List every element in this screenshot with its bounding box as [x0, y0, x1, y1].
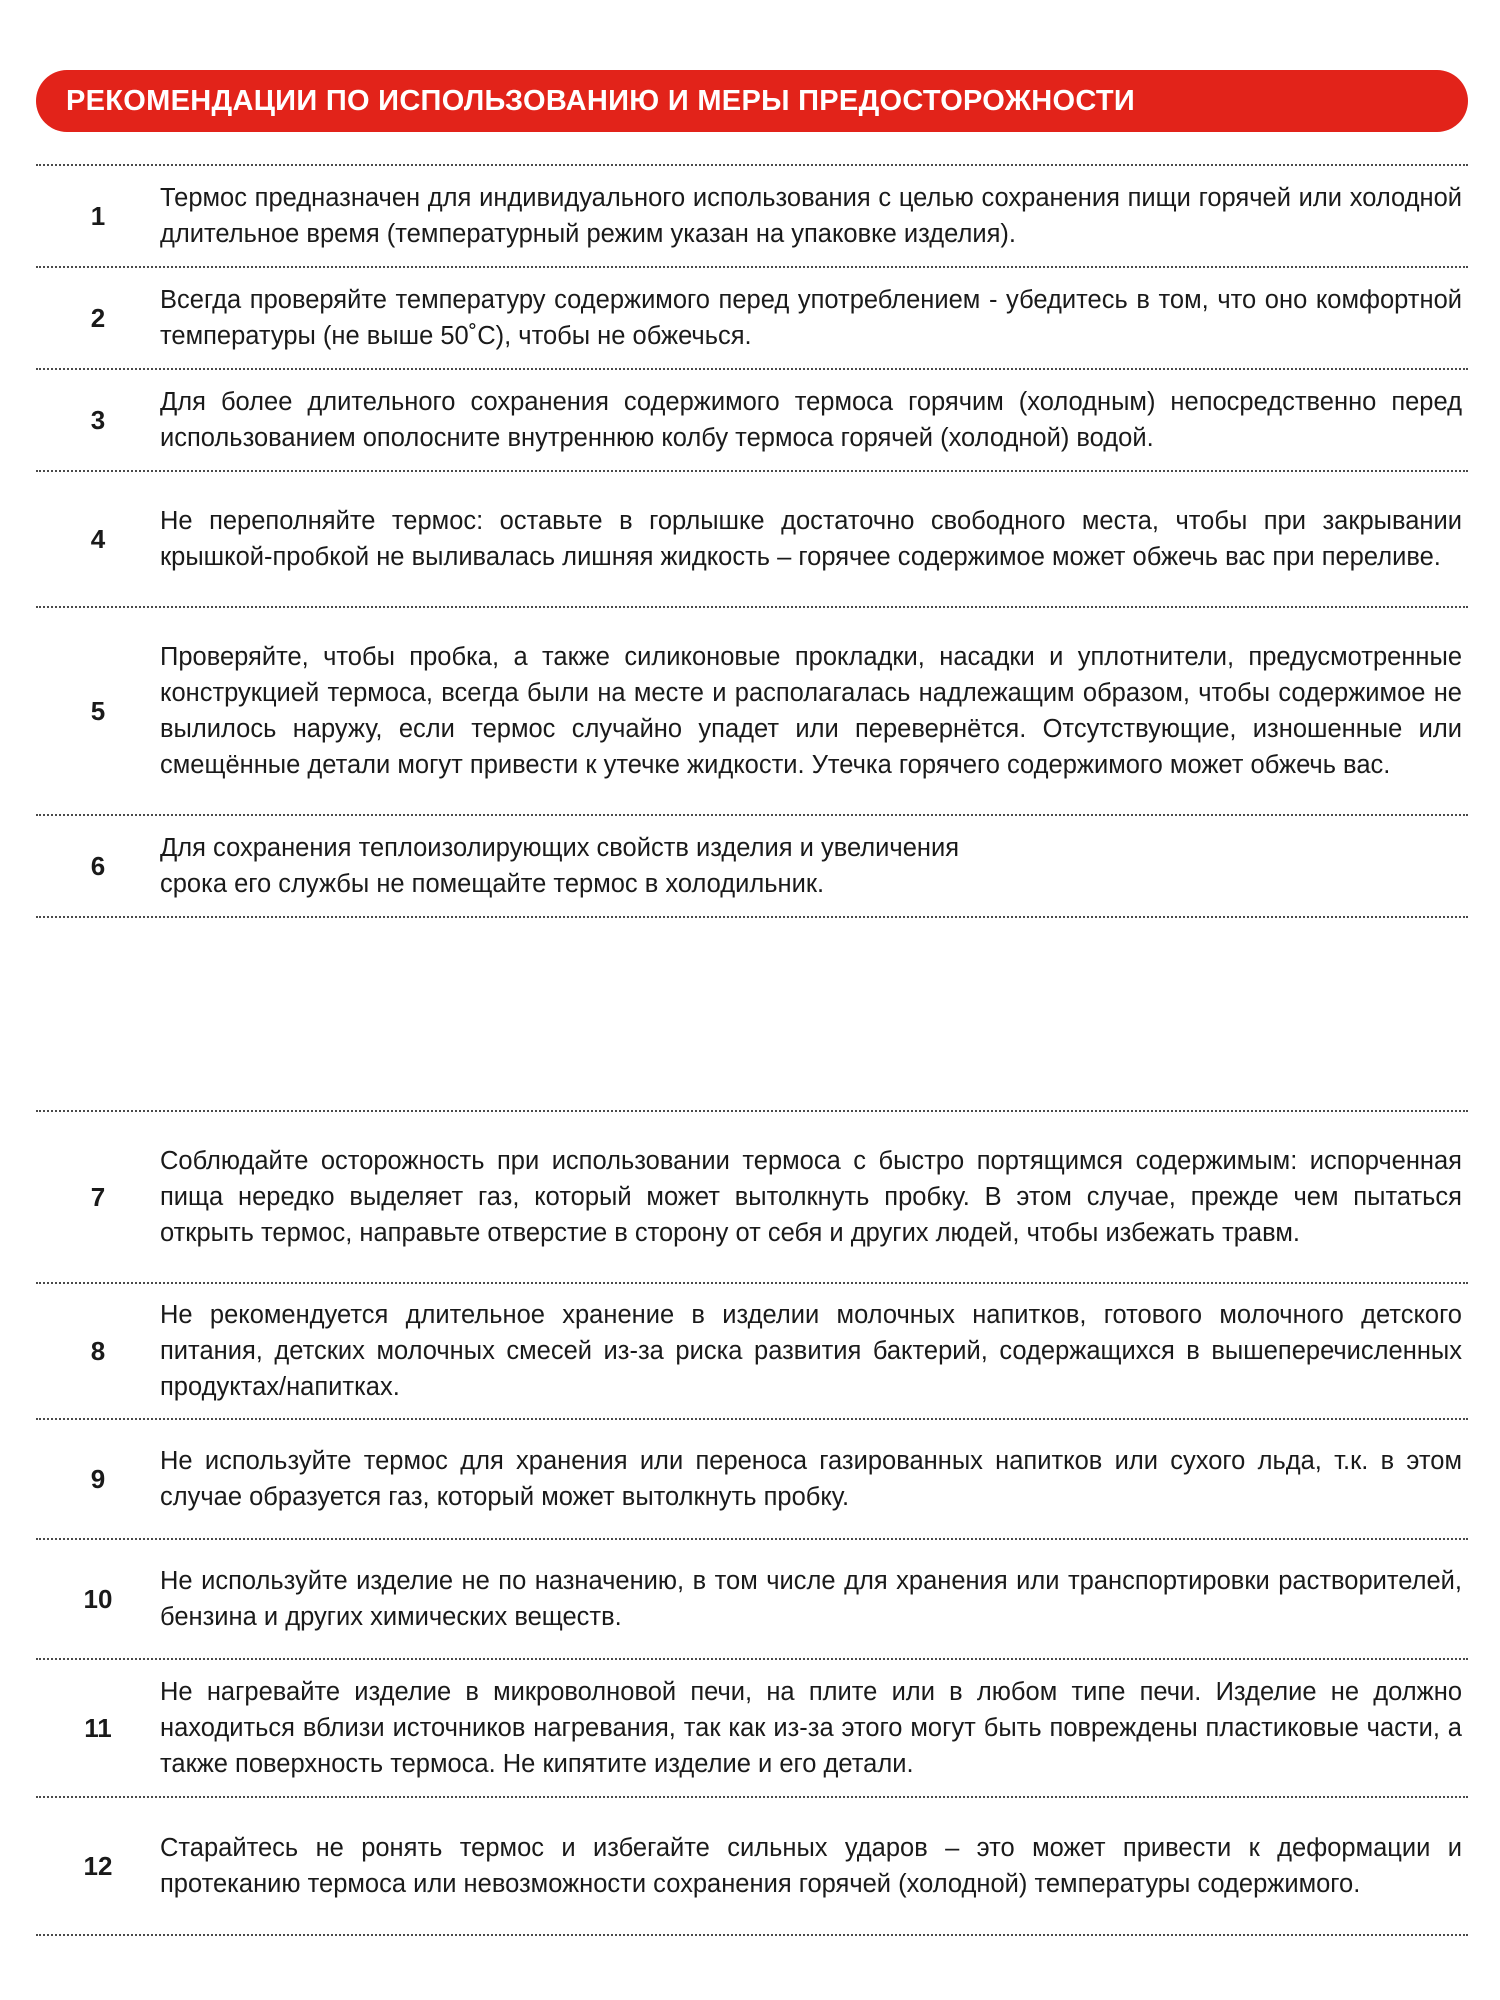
recommendations-list-part-2: [36, 1110, 1468, 1936]
item-text: Для более длительного сохранения содержимого термоса горячим (холодным) непосредственно перед использованием ополосните внутреннюю колбу термоса горячей (холодной) водой.: [160, 388, 1462, 452]
item-text: Для сохранения теплоизолирующих свойств изделия и увеличения срока его службы не помещайте термос в холодильник.: [160, 834, 960, 898]
item-text: Старайтесь не ронять термос и избегайте сильных ударов – это может привести к деформации и протеканию термоса или невозможности сохранения горячей (холодной) температуры содержимого.: [160, 1834, 1462, 1898]
list-item: [36, 166, 1468, 268]
list-item: [36, 370, 1468, 472]
item-number: 7: [90, 1181, 106, 1212]
item-number: 12: [83, 1850, 113, 1881]
item-text: Не переполняйте термос: оставьте в горлышке достаточно свободного места, чтобы при закрывании крышкой-пробкой не выливалась лишняя жидкость – горячее содержимое может обжечь вас при переливе.: [160, 507, 1462, 571]
item-text: Не нагревайте изделие в микроволновой печи, на плите или в любом типе печи. Изделие не должно находиться вблизи источников нагревания, так как из-за этого могут быть повреждены пластиковые части, а также поверхность термоса. Не кипятите изделие и его детали.: [160, 1678, 1462, 1778]
item-number: 11: [84, 1712, 112, 1743]
list-item: [36, 816, 1468, 918]
item-text: Не рекомендуется длительное хранение в изделии молочных напитков, готового молочного детского питания, детских молочных смесей из-за риска развития бактерий, содержащихся в вышеперечисленных продуктах/напитках.: [160, 1301, 1462, 1401]
item-number: 4: [90, 523, 106, 554]
list-item: [36, 1540, 1468, 1660]
list-item: [36, 1798, 1468, 1936]
list-item: [36, 1660, 1468, 1798]
item-text: Не используйте термос для хранения или переноса газированных напитков или сухого льда, т.к. в этом случае образуется газ, который может вытолкнуть пробку.: [160, 1447, 1462, 1511]
item-number: 6: [90, 850, 106, 881]
list-item: [36, 1284, 1468, 1420]
item-number: 3: [90, 404, 106, 435]
item-number: 9: [90, 1463, 106, 1494]
list-item: [36, 1420, 1468, 1540]
list-item: [36, 268, 1468, 370]
page-title: РЕКОМЕНДАЦИИ ПО ИСПОЛЬЗОВАНИЮ И МЕРЫ ПРЕДОСТОРОЖНОСТИ: [66, 84, 1136, 117]
section-header: [36, 70, 1468, 132]
item-number: 1: [90, 200, 106, 231]
item-number: 8: [90, 1335, 106, 1366]
item-number: 10: [83, 1583, 113, 1614]
item-text: Проверяйте, чтобы пробка, а также силиконовые прокладки, насадки и уплотнители, предусмотренные конструкцией термоса, всегда были на месте и располагалась надлежащим образом, чтобы содержимое не вылилось наружу, если термос случайно упадет или перевернётся. Отсутствующие, изношенные или смещённые детали могут привести к утечке жидкости. Утечка горячего содержимого может обжечь вас.: [160, 643, 1462, 779]
item-text: Термос предназначен для индивидуального использования с целью сохранения пищи горячей или холодной длительное время (температурный режим указан на упаковке изделия).: [160, 184, 1462, 248]
item-text: Соблюдайте осторожность при использовании термоса с быстро портящимся содержимым: испорченная пища нередко выделяет газ, который может вытолкнуть пробку. В этом случае, прежде чем пытаться открыть термос, направьте отверстие в сторону от себя и других людей, чтобы избежать травм.: [160, 1147, 1462, 1247]
item-number: 2: [90, 302, 106, 333]
item-text: Не используйте изделие не по назначению, в том числе для хранения или транспортировки растворителей, бензина и других химических веществ.: [160, 1567, 1462, 1631]
list-item: [36, 1112, 1468, 1284]
item-text: Всегда проверяйте температуру содержимого перед употреблением - убедитесь в том, что оно комфортной температуры (не выше 50˚С), чтобы не обжечься.: [160, 286, 1462, 350]
item-number: 5: [90, 695, 106, 726]
recommendations-list-part-1: [36, 164, 1468, 918]
list-item: [36, 608, 1468, 816]
list-item: [36, 472, 1468, 608]
